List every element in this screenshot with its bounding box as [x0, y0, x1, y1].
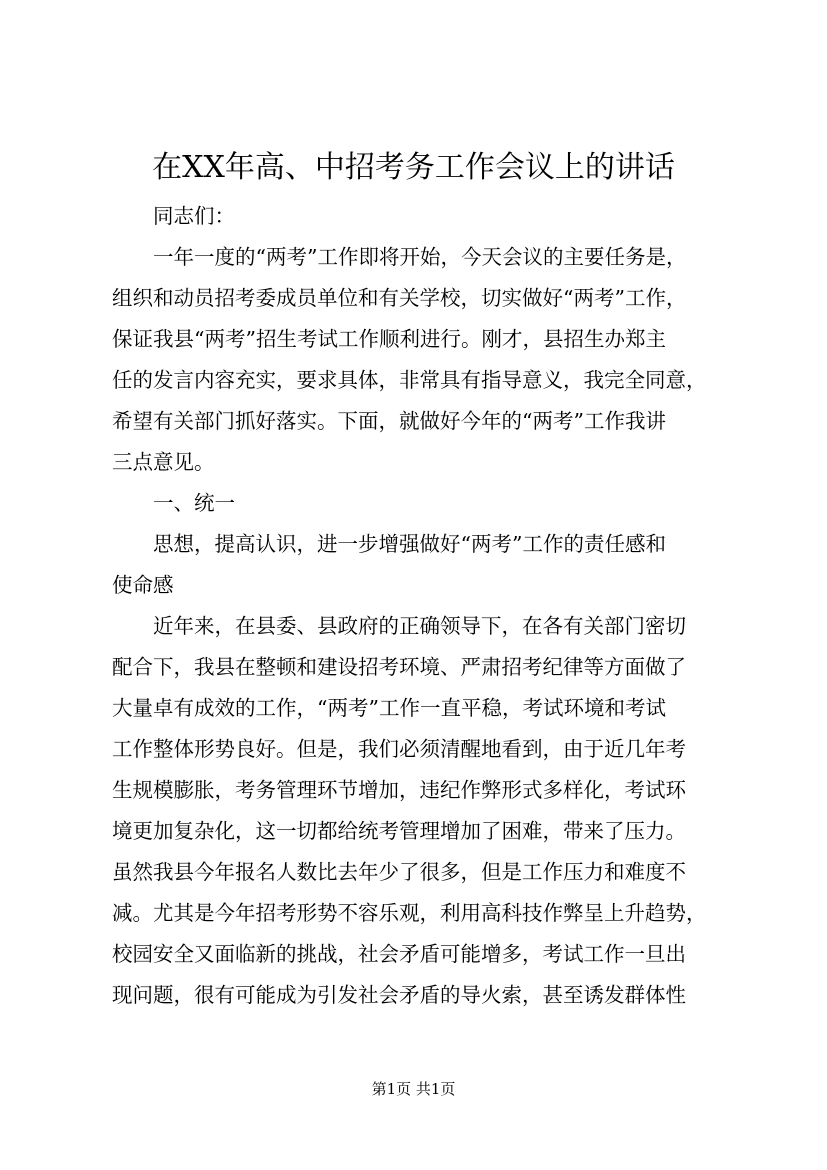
body-line: 境更加复杂化，这一切都给统考管理增加了困难，带来了压力。	[112, 819, 686, 843]
body-line: 三点意见。	[112, 450, 215, 474]
body-line: 组织和动员招考委成员单位和有关学校，切实做好“两考”工作，	[112, 286, 687, 310]
body-line: 一、统一	[153, 491, 235, 515]
body-line: 大量卓有成效的工作，“两考”工作一直平稳，考试环境和考试	[112, 696, 666, 720]
page-footer: 第1页 共1页	[371, 1080, 456, 1098]
body-line: 保证我县“两考”招生考试工作顺利进行。刚才，县招生办郑主	[112, 327, 666, 351]
body-line: 近年来，在县委、县政府的正确领导下，在各有关部门密切	[153, 614, 686, 638]
body-line: 现问题，很有可能成为引发社会矛盾的导火索，甚至诱发群体性	[112, 983, 686, 1007]
body-line: 一年一度的“两考”工作即将开始，今天会议的主要任务是，	[153, 245, 687, 269]
body-line: 同志们：	[153, 204, 235, 228]
body-line: 任的发言内容充实，要求具体，非常具有指导意义，我完全同意，	[112, 368, 707, 392]
body-line: 减。尤其是今年招考形势不容乐观，利用高科技作弊呈上升趋势，	[112, 901, 707, 925]
body-line: 虽然我县今年报名人数比去年少了很多，但是工作压力和难度不	[112, 860, 686, 884]
body-line: 希望有关部门抓好落实。下面，就做好今年的“两考”工作我讲	[112, 409, 666, 433]
body-line: 使命感	[112, 573, 174, 597]
body-line: 生规模膨胀，考务管理环节增加，违纪作弊形式多样化，考试环	[112, 778, 686, 802]
document-title: 在XX年高、中招考务工作会议上的讲话	[152, 150, 675, 185]
body-line: 工作整体形势良好。但是，我们必须清醒地看到，由于近几年考	[112, 737, 686, 761]
body-line: 校园安全又面临新的挑战，社会矛盾可能增多，考试工作一旦出	[112, 942, 686, 966]
body-line: 配合下，我县在整顿和建设招考环境、严肃招考纪律等方面做了	[112, 655, 686, 679]
document-body	[112, 196, 732, 1016]
body-line: 思想，提高认识，进一步增强做好“两考”工作的责任感和	[153, 532, 666, 556]
